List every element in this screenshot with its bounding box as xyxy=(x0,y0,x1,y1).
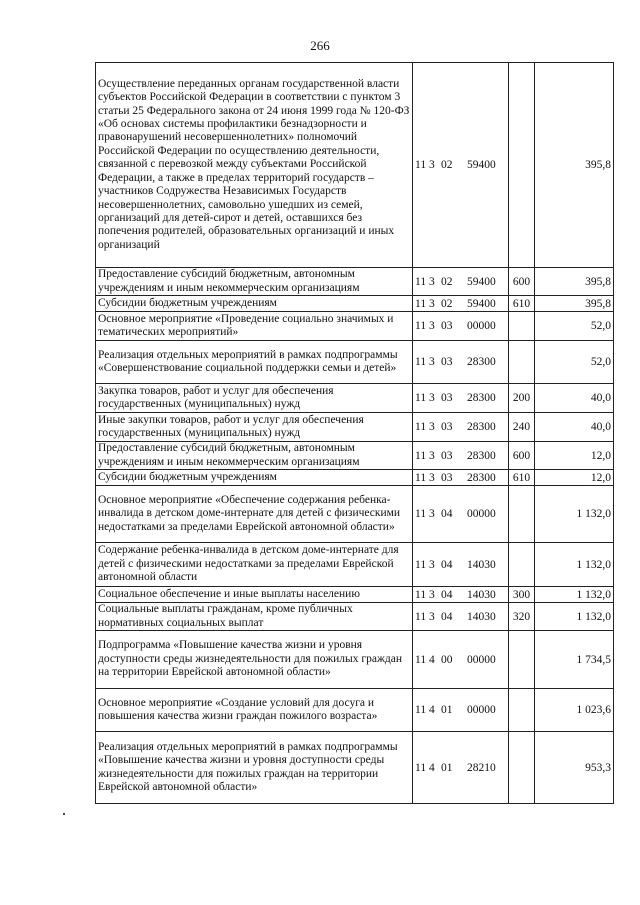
code-part: 11 xyxy=(415,421,427,433)
code-part: 00000 xyxy=(467,320,496,332)
code-part: 59400 xyxy=(467,159,496,171)
code-part: 3 xyxy=(429,610,435,623)
row-expense-type: 200 xyxy=(509,384,535,413)
code-part: 11 xyxy=(415,356,427,368)
row-expense-type: 600 xyxy=(509,268,535,296)
code-part: 03 xyxy=(441,449,453,462)
code-part: 3 xyxy=(429,392,435,404)
code-part: 3 xyxy=(429,558,435,571)
row-amount: 52,0 xyxy=(535,312,614,341)
code-part: 11 xyxy=(415,761,427,774)
row-amount: 1 023,6 xyxy=(535,689,614,732)
row-name: Социальное обеспечение и иные выплаты населению xyxy=(96,587,413,603)
code-part: 4 xyxy=(429,704,435,716)
code-part: 03 xyxy=(441,356,453,368)
table-row xyxy=(96,587,614,603)
code-part: 03 xyxy=(441,421,453,433)
row-code xyxy=(413,587,509,603)
table-row xyxy=(96,543,614,587)
code-part: 04 xyxy=(441,558,453,571)
row-name: Реализация отдельных мероприятий в рамках подпрограммы «Повышение качества жизни и уровня доступности среды жизнедеятельности для пожилых граждан на территории Еврейской автономной области» xyxy=(96,732,413,804)
row-name: Основное мероприятие «Обеспечение содержания ребенка-инвалида в детском доме-интернате для детей с физическими недостатками за пределами Еврейской автономной области» xyxy=(96,486,413,543)
code-part: 28300 xyxy=(467,449,496,462)
row-amount: 1 132,0 xyxy=(535,543,614,587)
row-expense-type: 320 xyxy=(509,603,535,631)
code-part: 11 xyxy=(415,508,427,520)
code-part: 02 xyxy=(441,275,453,288)
row-amount: 395,8 xyxy=(535,296,614,312)
code-part: 03 xyxy=(441,471,453,484)
row-name: Субсидии бюджетным учреждениям xyxy=(96,470,413,486)
code-part: 14030 xyxy=(467,588,496,601)
row-amount: 953,3 xyxy=(535,732,614,804)
code-part: 04 xyxy=(441,588,453,601)
row-name: Иные закупки товаров, работ и услуг для обеспечения государственных (муниципальных) нужд xyxy=(96,413,413,442)
row-expense-type xyxy=(509,312,535,341)
row-expense-type: 610 xyxy=(509,296,535,312)
budget-table xyxy=(95,62,614,804)
code-part: 3 xyxy=(429,159,435,171)
row-expense-type xyxy=(509,63,535,268)
code-part: 59400 xyxy=(467,297,496,310)
row-amount: 52,0 xyxy=(535,341,614,384)
code-part: 11 xyxy=(415,704,427,716)
row-expense-type xyxy=(509,486,535,543)
table-row xyxy=(96,413,614,442)
row-amount: 1 132,0 xyxy=(535,603,614,631)
row-amount: 395,8 xyxy=(535,63,614,268)
row-expense-type xyxy=(509,631,535,689)
row-name: Содержание ребенка-инвалида в детском доме-интернате для детей с физическими недостатками за пределами Еврейской автономной области xyxy=(96,543,413,587)
row-expense-type xyxy=(509,341,535,384)
code-part: 3 xyxy=(429,471,435,484)
table-row xyxy=(96,296,614,312)
row-code xyxy=(413,470,509,486)
code-part: 11 xyxy=(415,320,427,332)
row-name: Подпрограмма «Повышение качества жизни и уровня доступности среды жизнедеятельности для пожилых граждан на территории Еврейской автономной области» xyxy=(96,631,413,689)
row-amount: 12,0 xyxy=(535,442,614,470)
row-amount: 40,0 xyxy=(535,384,614,413)
code-part: 11 xyxy=(415,449,427,462)
code-part: 11 xyxy=(415,558,427,571)
code-part: 02 xyxy=(441,297,453,310)
row-code xyxy=(413,486,509,543)
table-row xyxy=(96,384,614,413)
code-part: 02 xyxy=(441,159,453,171)
row-name: Осуществление переданных органам государственной власти субъектов Российской Федерации в соответствии с пунктом 3 статьи 25 Федерального закона от 24 июня 1999 года № 120-ФЗ «Об основах системы профилактики безнадзорности и правонарушений несовершеннолетних» полномочий Российской Федерации по осуществлению деятельности, связанной с перевозкой между субъектами Российской Федерации, а также в пределах территорий государств – участников Содружества Независимых Государств несовершеннолетних, самовольно ушедших из семей, организаций для детей-сирот и детей, оставшихся без попечения родителей, образовательных организаций и иных организаций xyxy=(96,63,413,268)
code-part: 4 xyxy=(429,653,435,666)
code-part: 3 xyxy=(429,588,435,601)
row-amount: 40,0 xyxy=(535,413,614,442)
row-expense-type xyxy=(509,732,535,804)
code-part: 14030 xyxy=(467,558,496,571)
table-row xyxy=(96,341,614,384)
row-code xyxy=(413,689,509,732)
row-code xyxy=(413,63,509,268)
table-row xyxy=(96,442,614,470)
code-part: 14030 xyxy=(467,610,496,623)
row-amount: 1 132,0 xyxy=(535,587,614,603)
row-code xyxy=(413,384,509,413)
row-expense-type: 600 xyxy=(509,442,535,470)
code-part: 3 xyxy=(429,508,435,520)
row-expense-type: 240 xyxy=(509,413,535,442)
table-row xyxy=(96,631,614,689)
row-amount: 1 132,0 xyxy=(535,486,614,543)
code-part: 3 xyxy=(429,275,435,288)
code-part: 11 xyxy=(415,471,427,484)
code-part: 00 xyxy=(441,653,453,666)
code-part: 04 xyxy=(441,610,453,623)
row-name: Основное мероприятие «Создание условий для досуга и повышения качества жизни граждан пожилого возраста» xyxy=(96,689,413,732)
code-part: 01 xyxy=(441,704,453,716)
table-row xyxy=(96,63,614,268)
row-expense-type xyxy=(509,689,535,732)
table-row xyxy=(96,268,614,296)
code-part: 28210 xyxy=(467,761,496,774)
row-name: Закупка товаров, работ и услуг для обеспечения государственных (муниципальных) нужд xyxy=(96,384,413,413)
row-amount: 12,0 xyxy=(535,470,614,486)
code-part: 28300 xyxy=(467,392,496,404)
code-part: 11 xyxy=(415,159,427,171)
code-part: 11 xyxy=(415,588,427,601)
code-part: 3 xyxy=(429,421,435,433)
table-row xyxy=(96,470,614,486)
code-part: 00000 xyxy=(467,653,496,666)
code-part: 59400 xyxy=(467,275,496,288)
code-part: 11 xyxy=(415,275,427,288)
table-row xyxy=(96,312,614,341)
row-code xyxy=(413,603,509,631)
code-part: 3 xyxy=(429,320,435,332)
code-part: 3 xyxy=(429,449,435,462)
row-code xyxy=(413,732,509,804)
row-code xyxy=(413,413,509,442)
code-part: 03 xyxy=(441,320,453,332)
table-row xyxy=(96,732,614,804)
row-expense-type: 610 xyxy=(509,470,535,486)
scan-speck xyxy=(63,813,65,815)
table-row xyxy=(96,486,614,543)
row-code xyxy=(413,631,509,689)
code-part: 01 xyxy=(441,761,453,774)
row-code xyxy=(413,312,509,341)
row-name: Предоставление субсидий бюджетным, автономным учреждениям и иным некоммерческим организациям xyxy=(96,268,413,296)
code-part: 04 xyxy=(441,508,453,520)
row-amount: 395,8 xyxy=(535,268,614,296)
code-part: 28300 xyxy=(467,471,496,484)
code-part: 11 xyxy=(415,610,427,623)
row-name: Предоставление субсидий бюджетным, автономным учреждениям и иным некоммерческим организациям xyxy=(96,442,413,470)
row-name: Субсидии бюджетным учреждениям xyxy=(96,296,413,312)
row-code xyxy=(413,268,509,296)
code-part: 00000 xyxy=(467,508,496,520)
code-part: 3 xyxy=(429,356,435,368)
row-name: Основное мероприятие «Проведение социально значимых и тематических мероприятий» xyxy=(96,312,413,341)
row-amount: 1 734,5 xyxy=(535,631,614,689)
row-name: Реализация отдельных мероприятий в рамках подпрограммы «Совершенствование социальной поддержки семьи и детей» xyxy=(96,341,413,384)
row-name: Социальные выплаты гражданам, кроме публичных нормативных социальных выплат xyxy=(96,603,413,631)
code-part: 03 xyxy=(441,392,453,404)
row-expense-type: 300 xyxy=(509,587,535,603)
code-part: 11 xyxy=(415,297,427,310)
code-part: 3 xyxy=(429,297,435,310)
code-part: 4 xyxy=(429,761,435,774)
row-code xyxy=(413,341,509,384)
row-code xyxy=(413,543,509,587)
code-part: 11 xyxy=(415,392,427,404)
table-row xyxy=(96,689,614,732)
code-part: 00000 xyxy=(467,704,496,716)
code-part: 11 xyxy=(415,653,427,666)
code-part: 28300 xyxy=(467,356,496,368)
row-code xyxy=(413,296,509,312)
page-number: 266 xyxy=(310,38,330,53)
code-part: 28300 xyxy=(467,421,496,433)
row-expense-type xyxy=(509,543,535,587)
row-code xyxy=(413,442,509,470)
table-row xyxy=(96,603,614,631)
